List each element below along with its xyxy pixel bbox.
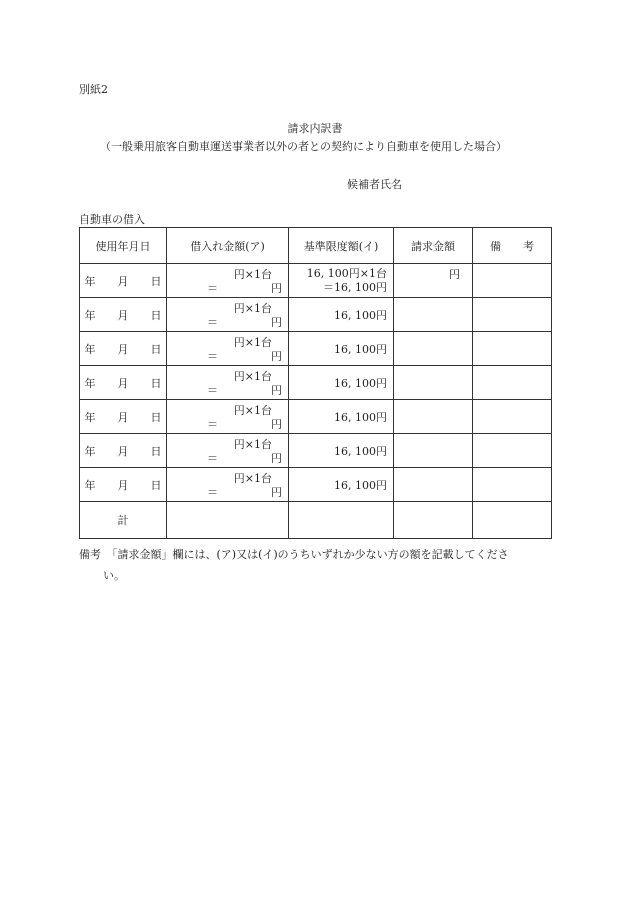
rent-cell[interactable] xyxy=(167,366,289,400)
document-title: 請求内訳書 xyxy=(287,122,343,135)
limit-value: 16, 100円 xyxy=(334,308,387,322)
table-row xyxy=(80,434,552,468)
limit-value: 16, 100円 xyxy=(334,444,387,458)
date-cell[interactable]: 年 月 日 xyxy=(80,400,167,434)
table-row xyxy=(80,298,552,332)
rent-cell[interactable] xyxy=(167,468,289,502)
request-cell[interactable] xyxy=(394,298,473,332)
header-remarks: 備 考 xyxy=(473,228,552,264)
rent-formula: 円×1台 xyxy=(233,403,272,417)
rent-cell[interactable] xyxy=(167,434,289,468)
rent-cell[interactable] xyxy=(167,264,289,298)
rent-cell[interactable] xyxy=(167,400,289,434)
header-request-amount: 請求金額 xyxy=(394,228,473,264)
rent-yen: 円 xyxy=(271,383,282,397)
remarks-cell[interactable] xyxy=(473,366,552,400)
total-rent-cell[interactable] xyxy=(167,502,289,539)
table-row xyxy=(80,366,552,400)
limit-cell xyxy=(289,468,394,502)
rent-yen: 円 xyxy=(271,349,282,363)
rent-yen: 円 xyxy=(271,451,282,465)
header-limit-amount: 基準限度額(イ) xyxy=(289,228,394,264)
rent-formula: 円×1台 xyxy=(233,437,272,451)
table-row xyxy=(80,332,552,366)
date-cell[interactable]: 年 月 日 xyxy=(80,264,167,298)
date-cell[interactable]: 年 月 日 xyxy=(80,366,167,400)
date-cell[interactable]: 年 月 日 xyxy=(80,332,167,366)
limit-cell xyxy=(289,366,394,400)
remarks-cell[interactable] xyxy=(473,400,552,434)
rent-equals: ＝ xyxy=(207,485,218,499)
date-cell[interactable]: 年 月 日 xyxy=(80,468,167,502)
rent-yen: 円 xyxy=(271,315,282,329)
rent-formula: 円×1台 xyxy=(233,267,272,281)
limit-value: 16, 100円 xyxy=(334,478,387,492)
rent-equals: ＝ xyxy=(207,451,218,465)
limit-formula: 16, 100円×1台 xyxy=(306,266,387,280)
request-cell[interactable] xyxy=(394,332,473,366)
request-yen: 円 xyxy=(449,268,460,281)
total-limit-cell[interactable] xyxy=(289,502,394,539)
total-remarks-cell[interactable] xyxy=(473,502,552,539)
limit-cell xyxy=(289,400,394,434)
request-cell[interactable] xyxy=(394,264,473,298)
rent-formula: 円×1台 xyxy=(233,335,272,349)
rent-yen: 円 xyxy=(271,417,282,431)
rent-yen: 円 xyxy=(271,485,282,499)
table-row xyxy=(80,264,552,298)
rent-cell[interactable] xyxy=(167,298,289,332)
rent-equals: ＝ xyxy=(207,417,218,431)
rent-yen: 円 xyxy=(271,281,282,295)
request-cell[interactable] xyxy=(394,468,473,502)
note-line-2: い。 xyxy=(103,569,125,582)
remarks-cell[interactable] xyxy=(473,264,552,298)
section-label: 自動車の借入 xyxy=(79,213,145,226)
note xyxy=(79,544,554,586)
request-cell[interactable] xyxy=(394,434,473,468)
limit-cell xyxy=(289,434,394,468)
date-cell[interactable]: 年 月 日 xyxy=(80,434,167,468)
request-cell[interactable] xyxy=(394,400,473,434)
rent-equals: ＝ xyxy=(207,383,218,397)
rent-cell[interactable] xyxy=(167,332,289,366)
limit-cell xyxy=(289,298,394,332)
applicant-name-label: 候補者氏名 xyxy=(347,178,402,191)
total-label: 計 xyxy=(80,502,167,539)
total-request-cell[interactable] xyxy=(394,502,473,539)
attachment-label: 別紙2 xyxy=(79,83,108,96)
rent-formula: 円×1台 xyxy=(233,471,272,485)
table-row xyxy=(80,400,552,434)
remarks-cell[interactable] xyxy=(473,332,552,366)
limit-cell xyxy=(289,264,394,298)
rent-formula: 円×1台 xyxy=(233,369,272,383)
rent-equals: ＝ xyxy=(207,315,218,329)
limit-value: 16, 100円 xyxy=(334,342,387,356)
limit-cell xyxy=(289,332,394,366)
document-subtitle: （一般乗用旅客自動車運送事業者以外の者との契約により自動車を使用した場合） xyxy=(100,140,507,153)
limit-value: 16, 100円 xyxy=(334,410,387,424)
header-rent-amount: 借入れ金額(ア) xyxy=(167,228,289,264)
remarks-cell[interactable] xyxy=(473,468,552,502)
rent-equals: ＝ xyxy=(207,349,218,363)
limit-value: 16, 100円 xyxy=(334,376,387,390)
remarks-cell[interactable] xyxy=(473,298,552,332)
table-header-row xyxy=(80,228,552,264)
total-row xyxy=(80,502,552,539)
rent-equals: ＝ xyxy=(207,281,218,295)
header-date: 使用年月日 xyxy=(80,228,167,264)
claim-table xyxy=(79,227,552,539)
date-cell[interactable]: 年 月 日 xyxy=(80,298,167,332)
table-row xyxy=(80,468,552,502)
request-cell[interactable] xyxy=(394,366,473,400)
limit-result: ＝16, 100円 xyxy=(323,280,387,294)
rent-formula: 円×1台 xyxy=(233,301,272,315)
remarks-cell[interactable] xyxy=(473,434,552,468)
note-line-1: 備考 「請求金額」欄には、(ア)又は(イ)のうちいずれか少ない方の額を記載してくださ xyxy=(79,548,509,561)
